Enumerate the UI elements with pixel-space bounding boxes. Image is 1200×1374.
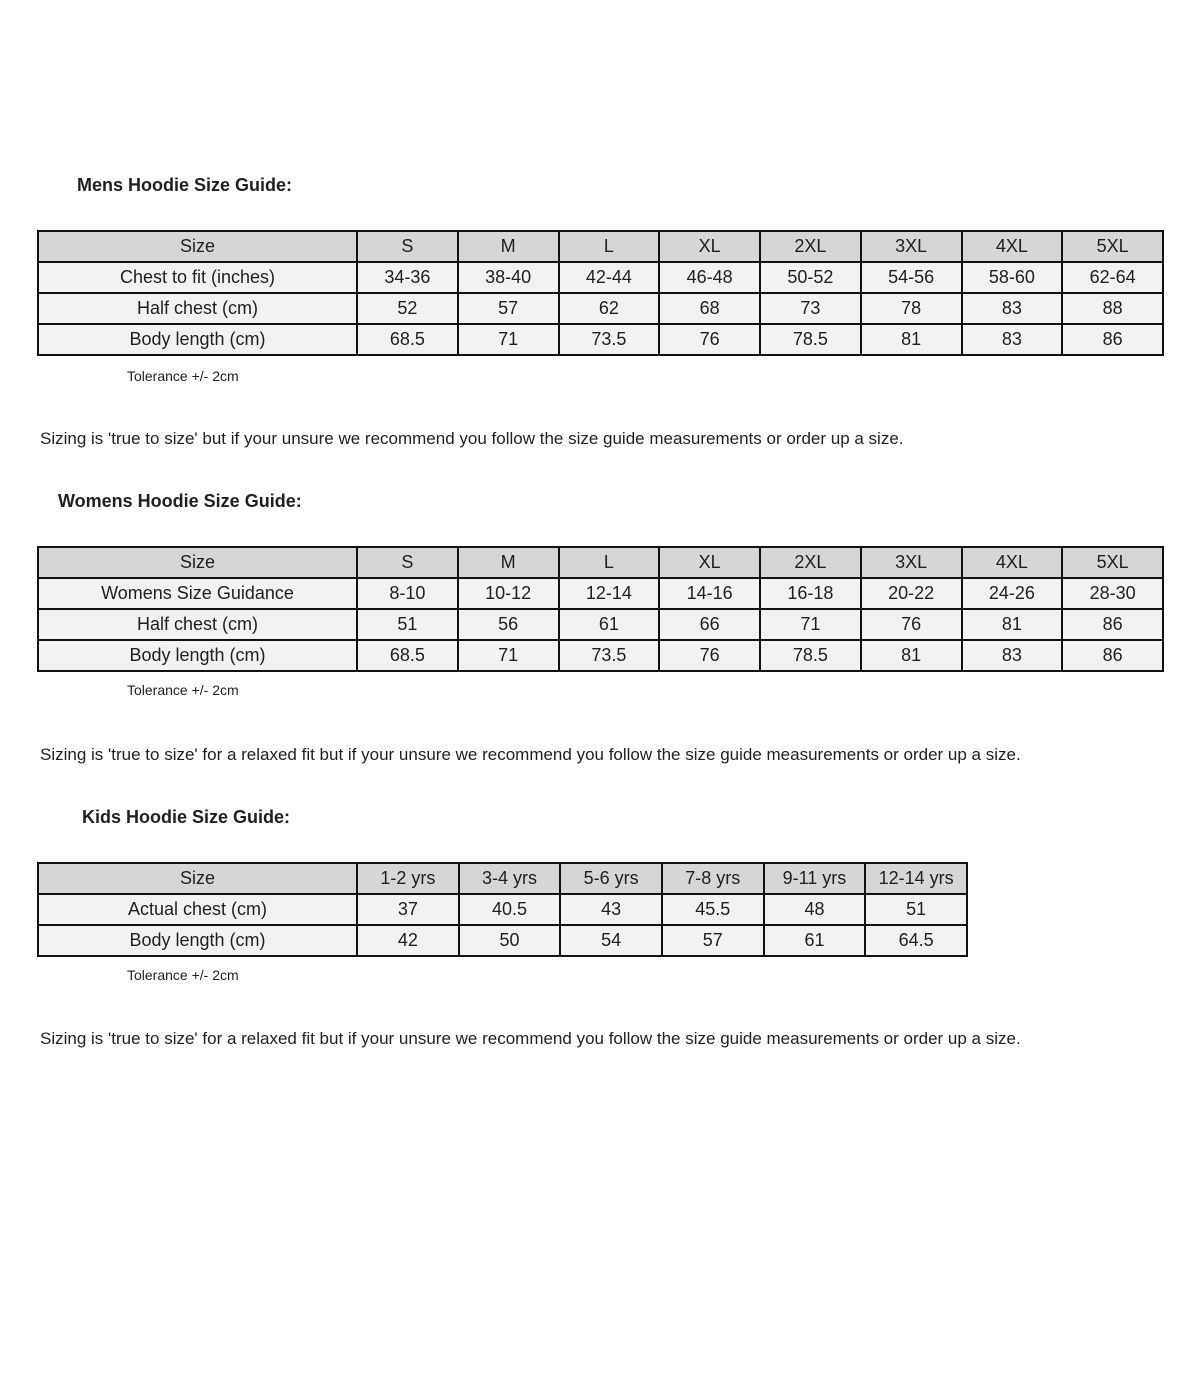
kids-sizing-note: Sizing is 'true to size' for a relaxed fit but if your unsure we recommend you follow the size guide measurements or order up a size.: [40, 1029, 1021, 1048]
value-cell: 54: [560, 925, 662, 956]
value-cell: 73: [760, 293, 861, 324]
womens-tolerance-note: Tolerance +/- 2cm: [127, 682, 239, 698]
label-column-header: Size: [38, 863, 357, 894]
value-cell: 62-64: [1062, 262, 1163, 293]
value-cell: 78.5: [760, 640, 861, 671]
size-column-header: 7-8 yrs: [662, 863, 764, 894]
table-header-row: [38, 547, 1163, 578]
value-cell: 71: [458, 324, 559, 355]
value-cell: 34-36: [357, 262, 458, 293]
size-column-header: 1-2 yrs: [357, 863, 459, 894]
value-cell: 28-30: [1062, 578, 1163, 609]
table-row: [38, 894, 967, 925]
size-column-header: L: [559, 547, 660, 578]
table-header-row: [38, 231, 1163, 262]
value-cell: 73.5: [559, 640, 660, 671]
value-cell: 86: [1062, 640, 1163, 671]
value-cell: 81: [861, 640, 962, 671]
value-cell: 76: [659, 324, 760, 355]
value-cell: 61: [559, 609, 660, 640]
value-cell: 57: [662, 925, 764, 956]
value-cell: 48: [764, 894, 866, 925]
size-column-header: 5XL: [1062, 547, 1163, 578]
label-column-header: Size: [38, 231, 357, 262]
value-cell: 61: [764, 925, 866, 956]
value-cell: 24-26: [962, 578, 1063, 609]
value-cell: 42-44: [559, 262, 660, 293]
value-cell: 45.5: [662, 894, 764, 925]
value-cell: 86: [1062, 609, 1163, 640]
womens-sizing-note: Sizing is 'true to size' for a relaxed fit but if your unsure we recommend you follow the size guide measurements or order up a size.: [40, 745, 1021, 764]
value-cell: 88: [1062, 293, 1163, 324]
size-column-header: 5-6 yrs: [560, 863, 662, 894]
size-column-header: 2XL: [760, 231, 861, 262]
size-column-header: 3-4 yrs: [459, 863, 561, 894]
value-cell: 58-60: [962, 262, 1063, 293]
value-cell: 71: [458, 640, 559, 671]
value-cell: 66: [659, 609, 760, 640]
value-cell: 78.5: [760, 324, 861, 355]
value-cell: 76: [861, 609, 962, 640]
value-cell: 50-52: [760, 262, 861, 293]
value-cell: 42: [357, 925, 459, 956]
table-row: [38, 293, 1163, 324]
value-cell: 46-48: [659, 262, 760, 293]
value-cell: 20-22: [861, 578, 962, 609]
size-column-header: 3XL: [861, 231, 962, 262]
value-cell: 54-56: [861, 262, 962, 293]
row-label-cell: Half chest (cm): [38, 609, 357, 640]
size-column-header: 5XL: [1062, 231, 1163, 262]
row-label-cell: Body length (cm): [38, 640, 357, 671]
table-row: [38, 925, 967, 956]
size-column-header: 3XL: [861, 547, 962, 578]
table-row: [38, 324, 1163, 355]
size-column-header: M: [458, 231, 559, 262]
value-cell: 57: [458, 293, 559, 324]
value-cell: 83: [962, 640, 1063, 671]
mens-tolerance-note: Tolerance +/- 2cm: [127, 368, 239, 384]
table-header-row: [38, 863, 967, 894]
size-column-header: 4XL: [962, 547, 1063, 578]
value-cell: 68: [659, 293, 760, 324]
value-cell: 81: [861, 324, 962, 355]
value-cell: 68.5: [357, 324, 458, 355]
row-label-cell: Body length (cm): [38, 324, 357, 355]
table-row: [38, 578, 1163, 609]
size-column-header: XL: [659, 231, 760, 262]
womens-section-title: Womens Hoodie Size Guide:: [58, 491, 302, 511]
kids-tolerance-note: Tolerance +/- 2cm: [127, 967, 239, 983]
value-cell: 81: [962, 609, 1063, 640]
size-column-header: L: [559, 231, 660, 262]
value-cell: 86: [1062, 324, 1163, 355]
row-label-cell: Actual chest (cm): [38, 894, 357, 925]
value-cell: 83: [962, 293, 1063, 324]
value-cell: 10-12: [458, 578, 559, 609]
value-cell: 78: [861, 293, 962, 324]
size-column-header: M: [458, 547, 559, 578]
value-cell: 76: [659, 640, 760, 671]
value-cell: 8-10: [357, 578, 458, 609]
value-cell: 50: [459, 925, 561, 956]
size-column-header: XL: [659, 547, 760, 578]
row-label-cell: Half chest (cm): [38, 293, 357, 324]
size-column-header: 4XL: [962, 231, 1063, 262]
mens-sizing-note: Sizing is 'true to size' but if your unsure we recommend you follow the size guide measurements or order up a size.: [40, 429, 904, 448]
row-label-cell: Body length (cm): [38, 925, 357, 956]
mens-size-table: [37, 230, 1164, 356]
table-row: [38, 640, 1163, 671]
table-row: [38, 262, 1163, 293]
value-cell: 64.5: [865, 925, 967, 956]
size-column-header: 9-11 yrs: [764, 863, 866, 894]
womens-size-table: [37, 546, 1164, 672]
value-cell: 16-18: [760, 578, 861, 609]
value-cell: 68.5: [357, 640, 458, 671]
value-cell: 56: [458, 609, 559, 640]
value-cell: 37: [357, 894, 459, 925]
value-cell: 51: [357, 609, 458, 640]
value-cell: 43: [560, 894, 662, 925]
size-column-header: S: [357, 231, 458, 262]
value-cell: 38-40: [458, 262, 559, 293]
kids-section-title: Kids Hoodie Size Guide:: [82, 807, 291, 827]
size-column-header: S: [357, 547, 458, 578]
label-column-header: Size: [38, 547, 357, 578]
size-column-header: 2XL: [760, 547, 861, 578]
value-cell: 62: [559, 293, 660, 324]
value-cell: 14-16: [659, 578, 760, 609]
value-cell: 51: [865, 894, 967, 925]
value-cell: 40.5: [459, 894, 561, 925]
value-cell: 83: [962, 324, 1063, 355]
value-cell: 12-14: [559, 578, 660, 609]
table-row: [38, 609, 1163, 640]
mens-section-title: Mens Hoodie Size Guide:: [77, 175, 293, 195]
row-label-cell: Womens Size Guidance: [38, 578, 357, 609]
size-guide-document: [0, 174, 1200, 1374]
row-label-cell: Chest to fit (inches): [38, 262, 357, 293]
value-cell: 73.5: [559, 324, 660, 355]
value-cell: 71: [760, 609, 861, 640]
kids-size-table: [37, 862, 968, 957]
size-column-header: 12-14 yrs: [865, 863, 967, 894]
value-cell: 52: [357, 293, 458, 324]
